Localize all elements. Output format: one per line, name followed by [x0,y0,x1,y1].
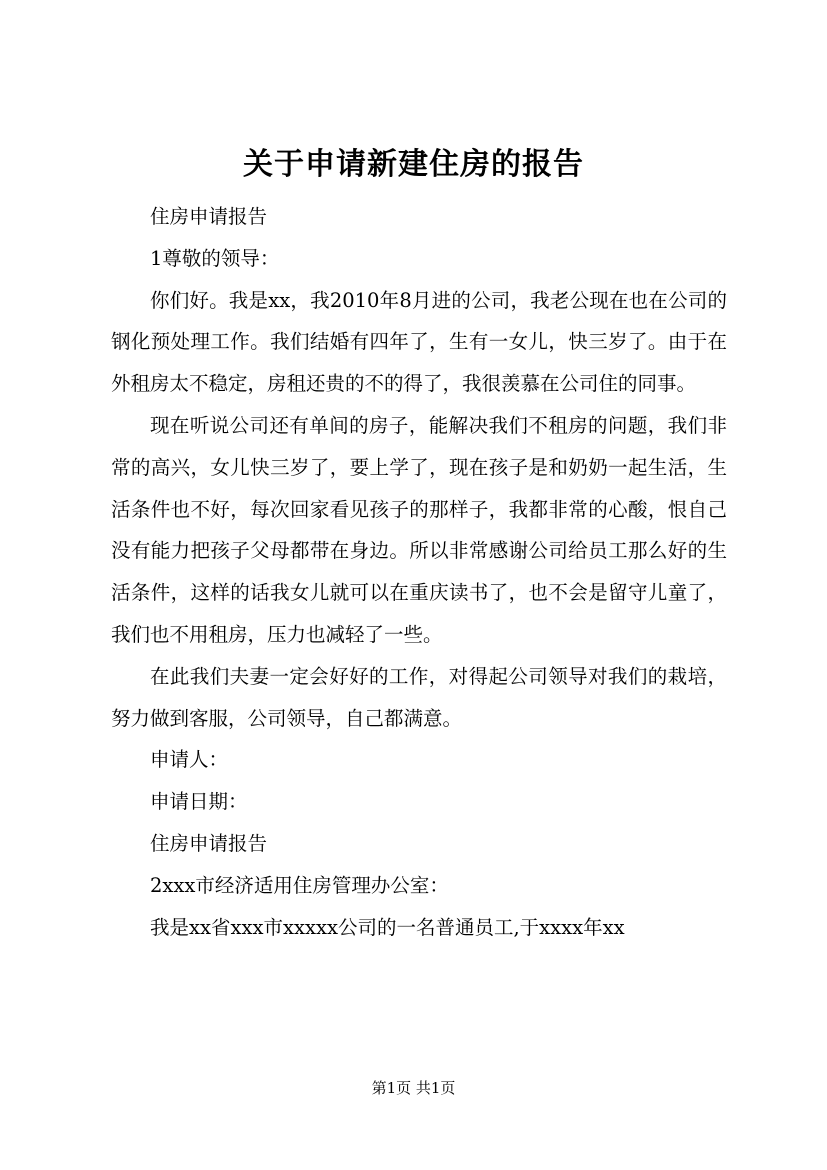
paragraph-reason: 现在听说公司还有单间的房子，能解决我们不租房的问题，我们非常的高兴，女儿快三岁了，要上学了，现在孩子是和奶奶一起生活，生活条件也不好，每次回家看见孩子的那样子，我都非常的心酸，恨自己没有能力把孩子父母都带在身边。所以非常感谢公司给员工那么好的生活条件，这样的话我女儿就可以在重庆读书了，也不会是留守儿童了，我们也不用租房，压力也减轻了一些。 [111,413,727,646]
paragraph-subtitle-1: 住房申请报告 [150,205,268,228]
document-title: 关于申请新建住房的报告 [243,147,584,182]
paragraph-second-intro: 我是xx省xxx市xxxxx公司的一名普通员工,于xxxx年xx [150,915,625,939]
page-footer: 第1页 共1页 [371,1079,456,1097]
paragraph-date: 申请日期： [150,790,248,814]
paragraph-salutation-2: 2xxx市经济适用住房管理办公室： [150,873,449,897]
paragraph-applicant: 申请人： [150,748,229,772]
paragraph-commitment: 在此我们夫妻一定会好好的工作，对得起公司领导对我们的栽培，努力做到客服，公司领导，自己都满意。 [111,664,727,730]
document-body [111,196,727,948]
paragraph-salutation-1: 1尊敬的领导： [150,246,280,270]
paragraph-subtitle-2: 住房申请报告 [150,831,268,855]
paragraph-intro: 你们好。我是xx，我2010年8月进的公司，我老公现在也在公司的钢化预处理工作。我们结婚有四年了，生有一女儿，快三岁了。由于在外租房太不稳定，房租还贵的不的得了，我很羡慕在公司住的同事。 [111,288,727,396]
